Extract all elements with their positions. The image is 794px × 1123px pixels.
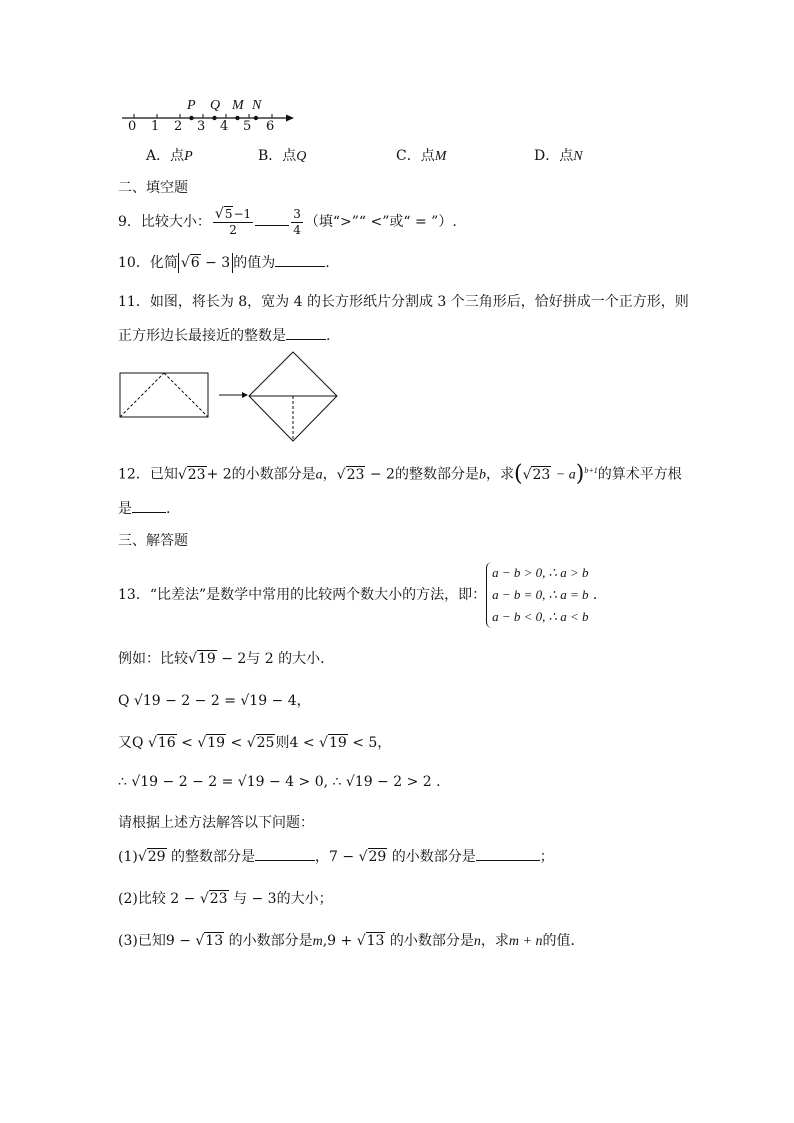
example-step-2: 又Q √16 < √19 < √25则4 < √19 < 5， bbox=[118, 735, 392, 751]
point-label-n: N bbox=[252, 98, 262, 113]
instructions: 请根据上述方法解答以下问题： bbox=[118, 815, 314, 831]
example-line: 例如：比较√19 − 2与 2 的大小． bbox=[118, 651, 335, 667]
point-dot-m bbox=[235, 116, 239, 120]
answer-blank[interactable] bbox=[275, 252, 325, 267]
part-1: (1)√29 的整数部分是 ，7 − √29 的小数部分是 ； bbox=[118, 846, 554, 866]
section-heading-fill-in: 二、填空题 bbox=[118, 180, 188, 196]
question-11-line1: 11．如图，将长为 8，宽为 4 的长方形纸片分割成 3 个三角形后，恰好拼成一个正方形，则 bbox=[118, 294, 689, 310]
tick-label: 1 bbox=[151, 119, 160, 134]
tick-label: 6 bbox=[266, 119, 275, 134]
point-dot-q bbox=[212, 116, 216, 120]
tick-label: 2 bbox=[174, 119, 183, 134]
part-2: (2)比较 2 − √23 与 − 3的大小； bbox=[118, 891, 333, 907]
tick-label: 0 bbox=[128, 119, 137, 134]
option-a[interactable]: A．点P bbox=[146, 148, 193, 164]
point-label-m: M bbox=[232, 98, 244, 113]
point-label-p: P bbox=[187, 98, 196, 113]
point-label-q: Q bbox=[210, 98, 221, 113]
answer-blank[interactable] bbox=[132, 498, 166, 513]
question-9: 9．比较大小： $\frac{√5-1}{2}$ $\frac{3}{4}$ （填“>”“ <”或“ = ”）. bbox=[118, 205, 457, 237]
section-heading-solve: 三、解答题 bbox=[118, 533, 188, 549]
tick-label: 4 bbox=[220, 119, 229, 134]
question-12: 12．已知√23+ 2的小数部分是a，√23 − 2的整数部分是b，求$(√23 - a)^{b+1}$的算术平方根 bbox=[118, 461, 682, 487]
example-step-1: Q √19 − 2 − 2 = √19 − 4， bbox=[118, 693, 311, 709]
option-c[interactable]: C．点M bbox=[396, 148, 447, 164]
question-10: 10．化简 √6 − 3 的值为 . bbox=[118, 252, 330, 274]
tick-label: 5 bbox=[243, 119, 252, 134]
point-dot-p bbox=[189, 116, 193, 120]
cases-bracket: a − b > 0, ∴ a > b a − b = 0, ∴ a = b a − b < 0, ∴ a < b bbox=[486, 562, 588, 628]
question-12-line2: 是 . bbox=[118, 498, 170, 518]
answer-blank[interactable] bbox=[255, 211, 289, 226]
option-d[interactable]: D．点N bbox=[534, 148, 583, 164]
answer-blank[interactable] bbox=[476, 846, 540, 861]
rectangle-to-square-figure bbox=[118, 350, 348, 445]
example-step-3: ∴ √19 − 2 − 2 = √19 − 4 > 0, ∴ √19 − 2 > 2 . bbox=[118, 774, 441, 790]
answer-blank[interactable] bbox=[255, 846, 315, 861]
question-11-line2: 正方形边长最接近的整数是 . bbox=[118, 325, 330, 345]
tick-label: 3 bbox=[197, 119, 206, 134]
point-dot-n bbox=[254, 116, 258, 120]
question-13-intro: 13．“比差法”是数学中常用的比较两个数大小的方法，即： a − b > 0, ∴ a > b a − b = 0, ∴ a = b a − b < 0, ∴ a < b . bbox=[118, 562, 597, 628]
answer-blank[interactable] bbox=[286, 325, 326, 340]
option-b[interactable]: B．点Q bbox=[258, 148, 307, 164]
part-3: (3)已知9 − √13 的小数部分是m,9 + √13 的小数部分是n，求m + n的值． bbox=[118, 933, 585, 949]
